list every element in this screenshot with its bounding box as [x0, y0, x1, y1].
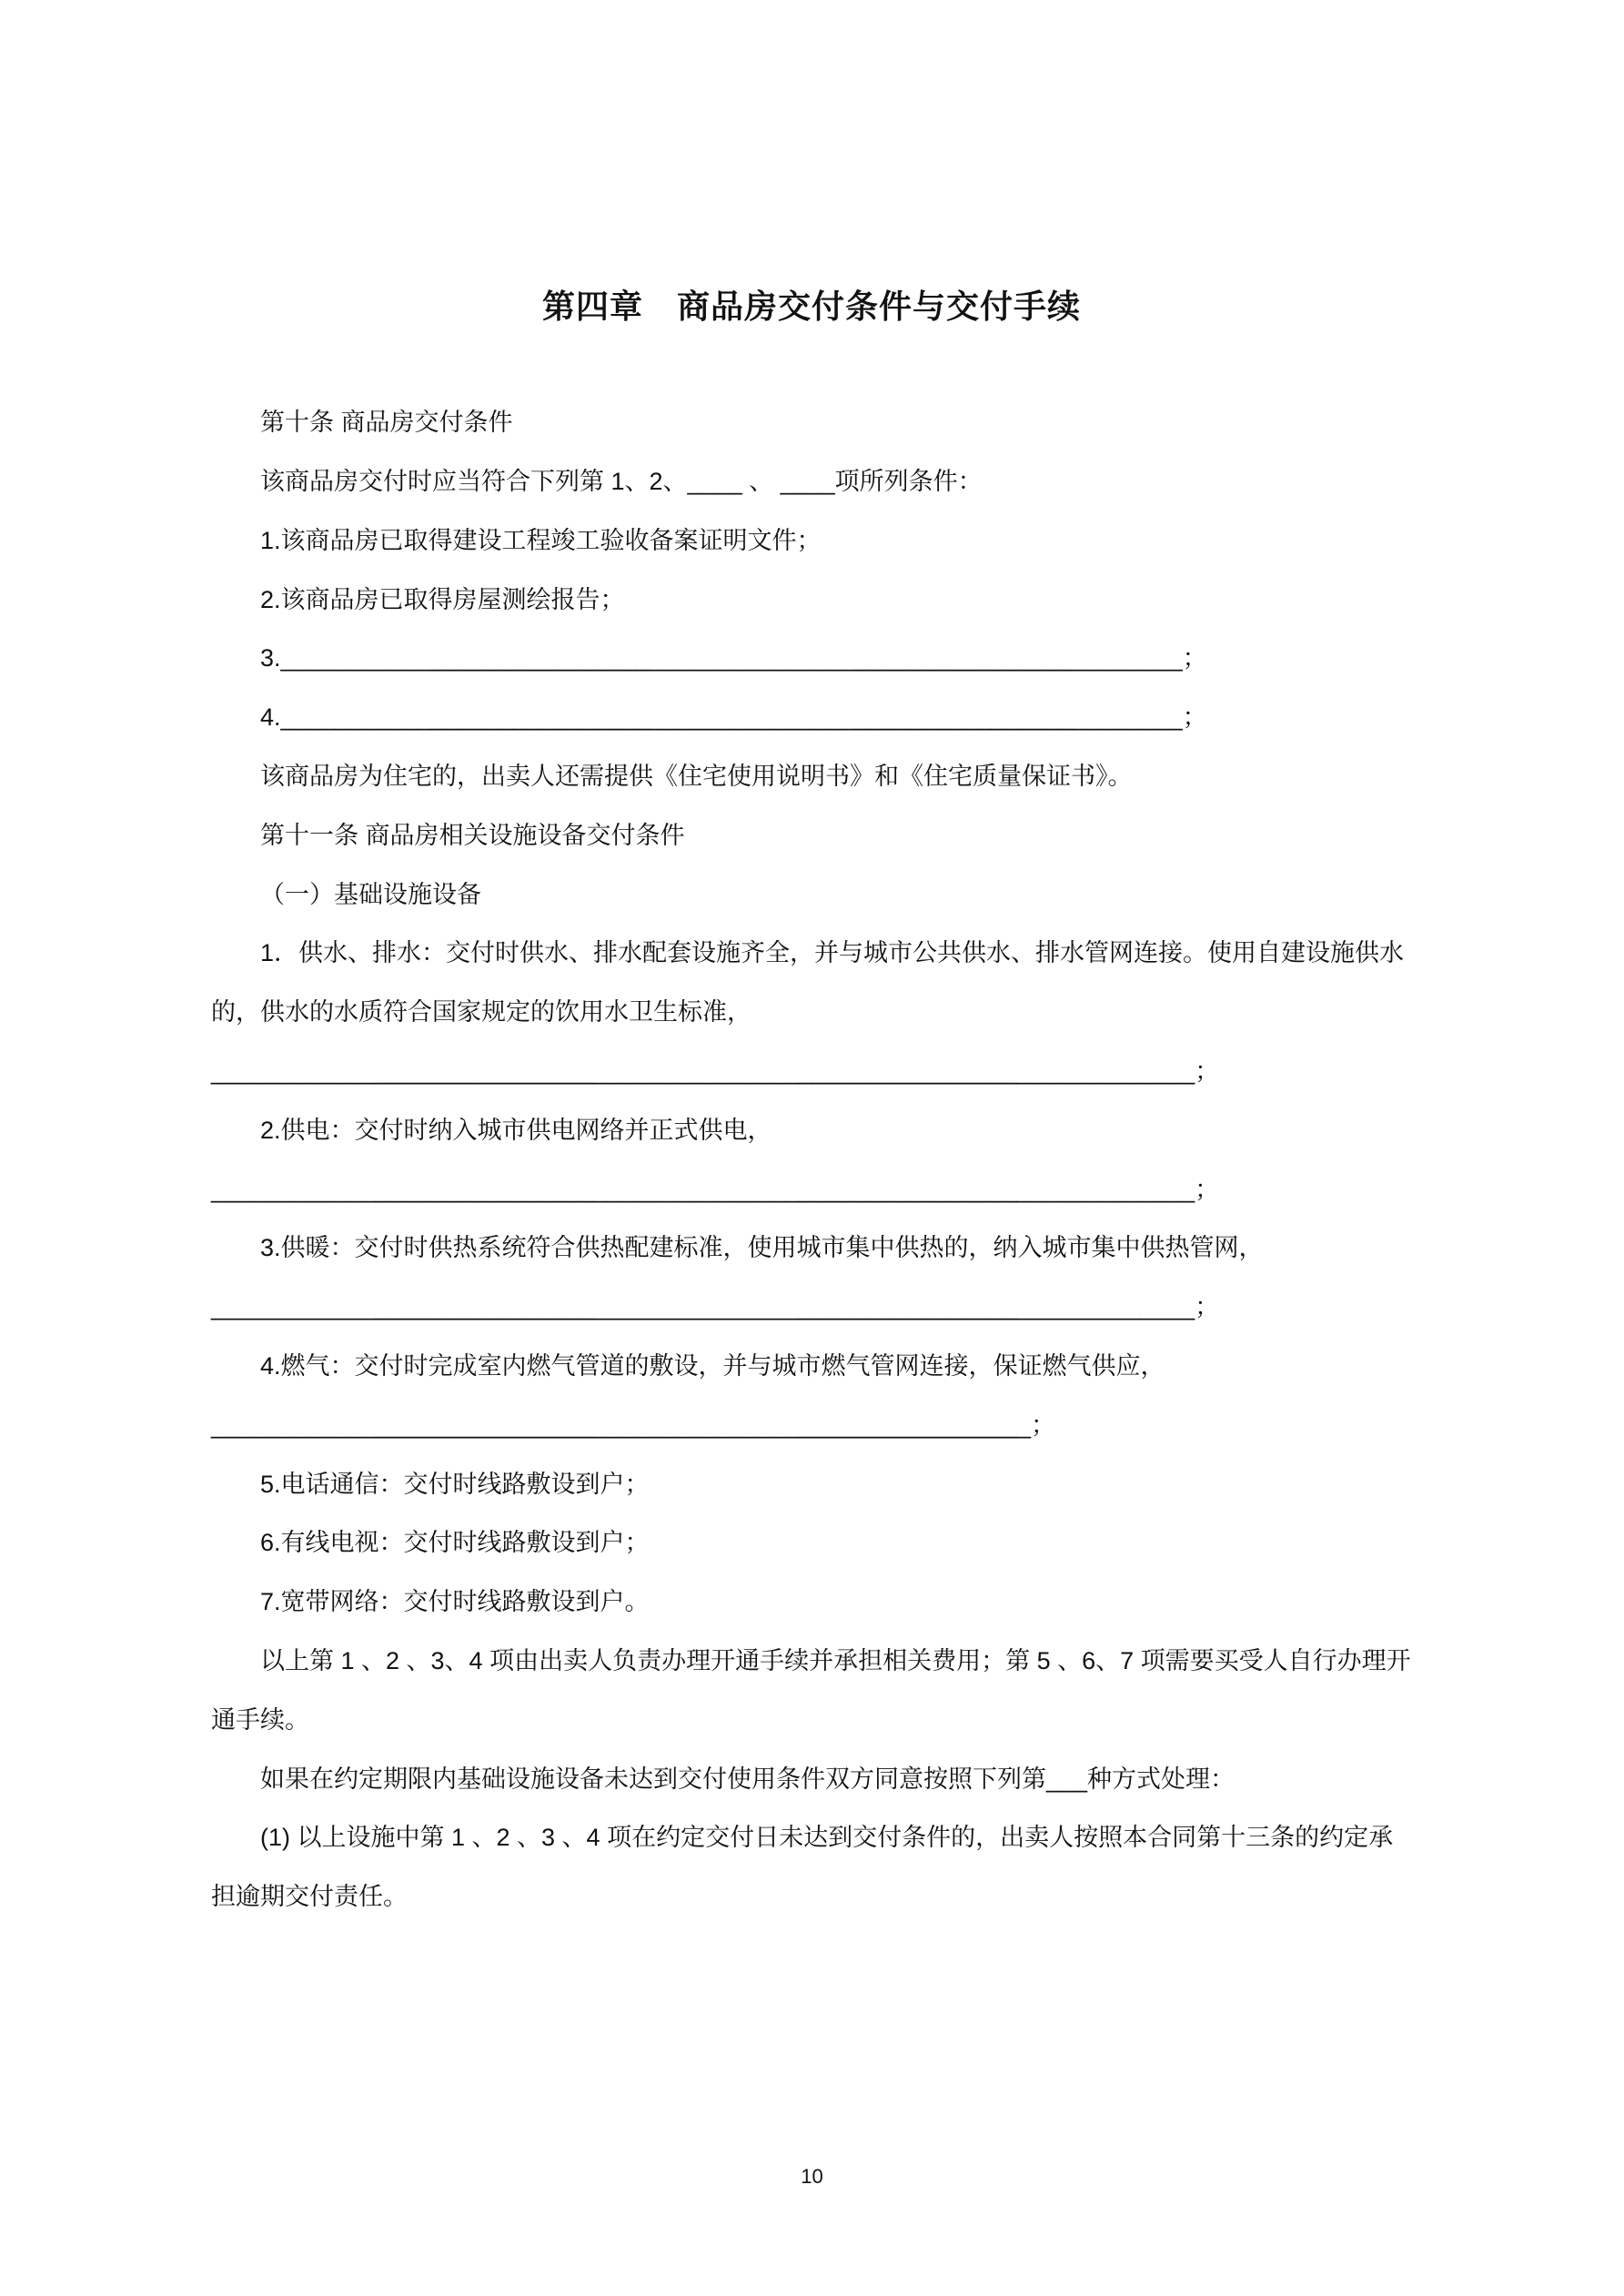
paragraph: 第十条 商品房交付条件 — [260, 409, 513, 437]
paragraph: （一）基础设施设备 — [260, 880, 481, 908]
paragraph: 3.__________________________________________________________________； — [260, 644, 1207, 673]
paragraph: 1．供水、排水：交付时供水、排水配套设施齐全，并与城市公共供水、排水管网连接。使用自建设施供水的，供水的水质符合国家规定的饮用水卫生标准， — [211, 939, 1405, 1027]
paragraph: ________________________________________________________________________； — [211, 1057, 1220, 1085]
paragraph: 第十一条 商品房相关设施设备交付条件 — [260, 821, 685, 849]
paragraph: 6.有线电视：交付时线路敷设到户； — [260, 1529, 650, 1557]
paragraph: 2.供电：交付时纳入城市供电网络并正式供电， — [260, 1116, 772, 1144]
paragraph: (1) 以上设施中第 1 、2 、3 、4 项在约定交付日未达到交付条件的，出卖人按照本合同第十三条的约定承担逾期交付责任。 — [211, 1824, 1394, 1911]
paragraph: 以上第 1 、2 、3、4 项由出卖人负责办理开通手续并承担相关费用；第 5 、6、7 项需要买受人自行办理开通手续。 — [211, 1646, 1411, 1734]
paragraph: 4.燃气：交付时完成室内燃气管道的敷设，并与城市燃气管网连接，保证燃气供应， — [260, 1351, 1165, 1380]
page-footer — [0, 2165, 1624, 2189]
page-title: 第四章 商品房交付条件与交付手续 — [541, 288, 1081, 325]
paragraph: 5.电话通信：交付时线路敷设到户； — [260, 1470, 650, 1498]
paragraph: 1.该商品房已取得建设工程竣工验收备案证明文件； — [260, 526, 822, 554]
paragraph: ____________________________________________________________； — [211, 1411, 1055, 1439]
paragraph: 7.宽带网络：交付时线路敷设到户。 — [260, 1588, 650, 1616]
paragraph: 2.该商品房已取得房屋测绘报告； — [260, 585, 625, 613]
paragraph: ________________________________________________________________________； — [211, 1175, 1220, 1203]
paragraph: 如果在约定期限内基础设施设备未达到交付使用条件双方同意按照下列第___种方式处理： — [260, 1765, 1236, 1793]
paragraph: 该商品房交付时应当符合下列第 1、2、____ 、 ____项所列条件： — [260, 467, 983, 495]
paragraph: 该商品房为住宅的，出卖人还需提供《住宅使用说明书》和《住宅质量保证书》。 — [260, 762, 1133, 790]
page-number: 10 — [801, 2165, 823, 2188]
document-body — [211, 393, 1412, 1927]
paragraph: 3.供暖：交付时供热系统符合供热配建标准，使用城市集中供热的，纳入城市集中供热管网， — [260, 1234, 1264, 1262]
paragraph: ________________________________________________________________________； — [211, 1293, 1220, 1321]
paragraph: 4.__________________________________________________________________； — [260, 703, 1207, 732]
